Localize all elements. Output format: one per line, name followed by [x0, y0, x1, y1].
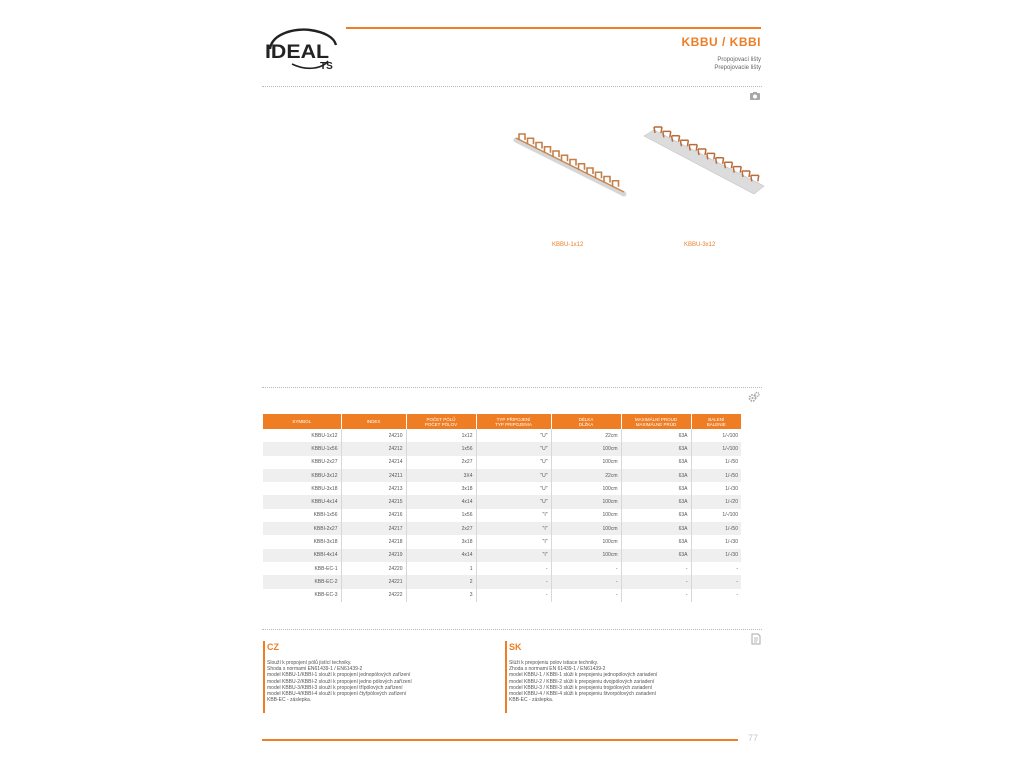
table-cell: "U" [476, 442, 551, 455]
busbar-pin [596, 172, 602, 178]
table-cell: KBBU-1x56 [263, 442, 341, 455]
table-cell: - [551, 562, 621, 575]
product-caption: KBBU-3x12 [684, 242, 716, 248]
description-line: model KBBU-2/KBBI-2 slouží k propojení jedno pólových zařízení [267, 678, 412, 685]
subtitle-cz: Propojovací lišty [717, 57, 761, 63]
table-cell: 1/-/50 [725, 459, 738, 466]
table-row [263, 495, 741, 508]
description-line: Zhoda s normami EN 61439-1 / EN61439-2 [509, 666, 606, 673]
table-cell: "I" [476, 522, 551, 535]
table-cell: 100cm [551, 456, 621, 469]
table-cell: 1/-/30 [725, 485, 738, 492]
table-cell: 63A [621, 522, 691, 535]
table-cell: "U" [476, 456, 551, 469]
product-image-kbbu-1x12 [510, 120, 630, 200]
table-cell: KBB-EC-2 [263, 575, 341, 588]
table-cell: 100cm [551, 549, 621, 562]
busbar-pin [716, 158, 724, 164]
table-cell: "I" [476, 509, 551, 522]
table-cell: - [621, 575, 691, 588]
table-row [263, 549, 741, 562]
table-cell: "I" [476, 535, 551, 548]
description-line: model KBBU-1/KBBI-1 slouží k propojení jednopólových zařízení [267, 672, 411, 679]
table-cell: - [476, 589, 551, 602]
description-line: model KBBU-3 / KBBI-3 slúži k prepojeniu trojpólových zariadení [509, 684, 653, 691]
table-cell: - [476, 562, 551, 575]
table-row [263, 482, 741, 495]
table-cell: 22cm [551, 469, 621, 482]
table-cell: 4x14 [406, 549, 476, 562]
table-cell: 100cm [551, 495, 621, 508]
table-cell: 2x27 [406, 456, 476, 469]
table-cell: - [621, 562, 691, 575]
table-row [263, 589, 741, 602]
table-cell: 22cm [551, 429, 621, 442]
table-cell: 63A [621, 549, 691, 562]
table-cell: 3x18 [406, 535, 476, 548]
section-divider [262, 629, 762, 630]
table-cell: 100cm [551, 442, 621, 455]
section-divider [262, 387, 762, 388]
subtitle-sk: Prepojovacie lišty [714, 65, 761, 71]
camera-icon [749, 89, 761, 101]
table-cell: 24213 [341, 482, 406, 495]
table-row [263, 469, 741, 482]
table-cell: 1x12 [406, 429, 476, 442]
table-cell: 100cm [551, 522, 621, 535]
column-header: MAXIMÁLNÍ PROUD MAXIMÁLNE PRÚD [621, 414, 691, 429]
table-cell: 1x56 [406, 509, 476, 522]
table-cell: KBBI-1x56 [263, 509, 341, 522]
table-cell: 63A [621, 429, 691, 442]
table-cell: - [476, 575, 551, 588]
description-sk [505, 641, 735, 713]
busbar-pin [562, 155, 568, 161]
lang-label-sk: SK [509, 642, 522, 652]
table-cell: 24210 [341, 429, 406, 442]
table-cell: 1/-/50 [691, 522, 741, 535]
table-cell: KBB-EC-3 [263, 589, 341, 602]
table-cell: 24217 [341, 522, 406, 535]
table-row [263, 575, 741, 588]
table-cell: 3 [406, 589, 476, 602]
table-cell: 100cm [551, 535, 621, 548]
table-cell: 24220 [341, 562, 406, 575]
table-row [263, 456, 741, 469]
table-cell: "U" [476, 495, 551, 508]
busbar-pin [742, 171, 750, 177]
table-cell: 24219 [341, 549, 406, 562]
busbar-rail [516, 140, 624, 194]
table-cell: 100cm [551, 509, 621, 522]
busbar-pin [545, 147, 551, 153]
busbar-pin [553, 151, 559, 157]
table-cell: KBBU-1x12 [263, 429, 341, 442]
table-cell: 63A [621, 442, 691, 455]
page-title: KBBU / KBBI [681, 35, 761, 49]
description-line: KBB-EC - záslepka. [267, 697, 312, 704]
busbar-pin [587, 168, 593, 174]
table-cell: KBBI-4x14 [263, 549, 341, 562]
column-header: DÉLKA DĹŽKA [551, 414, 621, 429]
description-line: model KBBU-4/KBBI-4 slouží k propojení čtyřpólových zařízení [267, 691, 407, 698]
table-cell: KBBU-3x12 [263, 469, 341, 482]
table-cell: 24215 [341, 495, 406, 508]
busbar-rail [644, 130, 764, 194]
spec-table [263, 414, 741, 602]
description-line: KBB-EC - záslepka. [509, 697, 554, 704]
description-line: Shoda s normami EN61439-1 / EN61439-2 [267, 666, 363, 673]
section-divider [262, 86, 762, 87]
description-line: model KBBU-2 / KBBI-2 slúži k prepojeniu dvojpólových zariadení [509, 678, 655, 685]
table-cell: 1/-/50 [691, 469, 741, 482]
table-cell: 1/-/100 [722, 512, 738, 519]
lang-label-cz: CZ [267, 642, 279, 652]
table-cell: 1/-/100 [691, 442, 741, 455]
busbar-pin [733, 167, 741, 173]
table-cell: KBBI-3x18 [263, 535, 341, 548]
table-row [263, 522, 741, 535]
table-cell: 63A [621, 482, 691, 495]
busbar-pin [707, 153, 715, 159]
table-cell: 63A [621, 495, 691, 508]
table-cell: 24212 [341, 442, 406, 455]
page-number: 77 [748, 733, 759, 743]
logo-text: IDEAL [265, 42, 330, 63]
table-cell: - [736, 592, 738, 599]
busbar-pin [528, 138, 534, 144]
table-cell: 1/-/20 [691, 495, 741, 508]
table-row [263, 509, 741, 522]
column-header: SYMBOL [263, 414, 341, 429]
table-cell: 2x27 [406, 522, 476, 535]
document-icon [750, 632, 762, 644]
table-row [263, 562, 741, 575]
table-cell: "U" [476, 429, 551, 442]
table-cell: 2 [406, 575, 476, 588]
table-cell: 4x14 [406, 495, 476, 508]
table-cell: 1/-/30 [691, 549, 741, 562]
table-cell: - [551, 589, 621, 602]
busbar-pin [751, 175, 759, 181]
busbar-pin [579, 164, 585, 170]
table-cell: KBB-EC-1 [263, 562, 341, 575]
table-cell: 24211 [341, 469, 406, 482]
table-cell: KBBU-4x14 [263, 495, 341, 508]
table-cell: - [621, 589, 691, 602]
table-cell: "U" [476, 469, 551, 482]
description-line: model KBBU-4 / KBBI-4 slúži k prepojeniu štvorpólových zariadení [509, 691, 657, 698]
table-cell: "U" [476, 482, 551, 495]
table-cell: 63A [621, 509, 691, 522]
table-cell: KBBI-2x27 [263, 522, 341, 535]
description-line: Slouží k propojení pólů jistící techniky. [267, 660, 352, 666]
table-cell: 63A [621, 456, 691, 469]
table-cell: 3x18 [406, 482, 476, 495]
busbar-pin [613, 181, 619, 187]
busbar-pin [519, 134, 525, 140]
table-row [263, 429, 741, 442]
table-cell: 3X4 [406, 469, 476, 482]
busbar-pin [724, 162, 732, 168]
busbar-pin [570, 160, 576, 166]
table-row [263, 535, 741, 548]
table-header [263, 414, 741, 429]
table-cell: 100cm [551, 482, 621, 495]
description-cz [263, 641, 493, 713]
table-cell: 1/-/100 [722, 432, 738, 439]
footer-rule [262, 739, 738, 741]
logo-sub: TS [320, 61, 333, 72]
table-cell: 24222 [341, 589, 406, 602]
table-cell: 1 [406, 562, 476, 575]
table-cell: 63A [621, 469, 691, 482]
table-cell: KBBU-3x18 [263, 482, 341, 495]
description-line: model KBBU-1 / KBBI-1 slúži k prepojeniu jednopólových zariadení [509, 672, 658, 679]
table-row [263, 442, 741, 455]
column-header: BALENÍ BALENIE [691, 414, 741, 429]
column-header: POČET PÓLŮ POČET PÓLOV [406, 414, 476, 429]
table-cell: - [736, 565, 738, 572]
table-cell: KBBU-2x27 [263, 456, 341, 469]
column-header: INDEX [341, 414, 406, 429]
busbar-pin [536, 143, 542, 149]
table-cell: 24221 [341, 575, 406, 588]
product-image-kbbu-3x12 [640, 120, 765, 205]
description-line: model KBBU-3/KBBI-3 slouží k propojení třípólových zařízení [267, 684, 403, 691]
busbar-pin [604, 177, 610, 183]
table-cell: 1x56 [406, 442, 476, 455]
product-caption: KBBU-1x12 [552, 242, 584, 248]
table-cell: 24218 [341, 535, 406, 548]
table-cell: - [691, 575, 741, 588]
table-cell: 24214 [341, 456, 406, 469]
table-cell: - [551, 575, 621, 588]
gears-icon [748, 390, 760, 402]
header-rule [346, 27, 761, 29]
description-line: Slúži k prepojeniu polov istiace techniky. [509, 660, 599, 666]
column-header: TYP PŘIPOJENÍ TYP PRIPOJENIA [476, 414, 551, 429]
ideal-ts-logo [262, 27, 342, 73]
table-cell: 24216 [341, 509, 406, 522]
table-cell: "I" [476, 549, 551, 562]
table-cell: 63A [621, 535, 691, 548]
table-cell: 1/-/30 [725, 539, 738, 546]
